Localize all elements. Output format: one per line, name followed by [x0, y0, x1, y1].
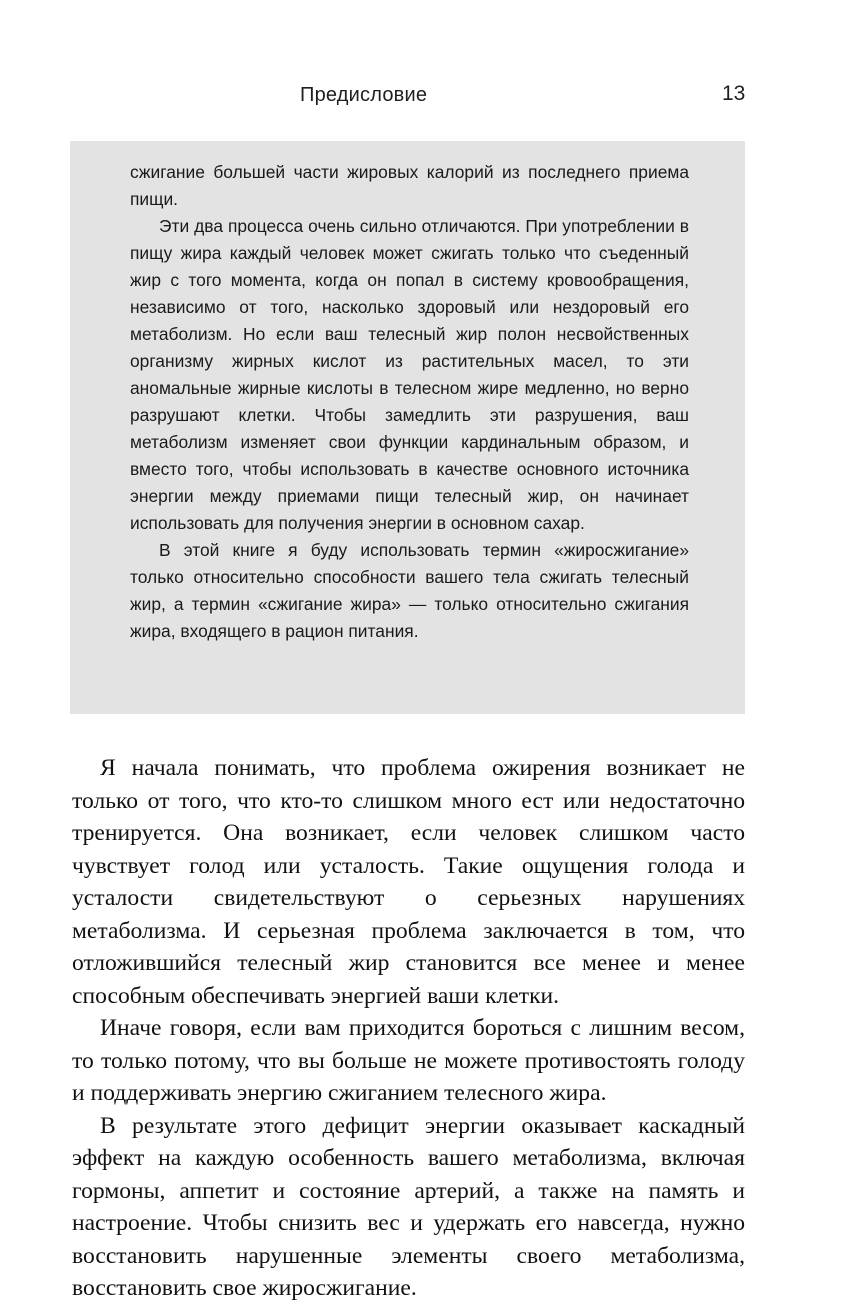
body-paragraph: В результате этого дефицит энергии оказывает каскадный эффект на каждую особенность вашего метаболизма, включая гормоны, аппетит и состояние артерий, а также на память и настроение. Чтобы снизить вес и удержать его навсегда, нужно восстановить нарушенные элементы своего метаболизма, восстановить свое жиросжигание.	[72, 1112, 745, 1301]
sidebar-note-box	[70, 141, 745, 714]
page-header	[0, 0, 844, 120]
sidebar-paragraph: Эти два процесса очень сильно отличаются. При употреблении в пищу жира каждый человек может сжигать только что съеденный жир с того момента, когда он попал в систему кровообращения, независимо от того, насколько здоровый или нездоровый его метаболизм. Но если ваш телесный жир полон несвойственных организму жирных кислот из растительных масел, то эти аномальные жирные кислоты в телесном жире медленно, но верно разрушают клетки. Чтобы замедлить эти разрушения, ваш метаболизм изменяет свои функции кардинальным образом, и вместо того, чтобы использовать в качестве основного источника энергии между приемами пищи телесный жир, он начинает использовать для получения энергии в основном сахар.	[130, 216, 689, 533]
sidebar-paragraph: В этой книге я буду использовать термин «жиросжигание» только относительно способности вашего тела сжигать телесный жир, а термин «сжигание жира» — только относительно сжигания жира, входящего в рацион питания.	[130, 540, 689, 641]
body-paragraph: Иначе говоря, если вам приходится бороться с лишним весом, то только потому, что вы больше не можете противостоять голоду и поддерживать энергию сжиганием телесного жира.	[72, 1015, 745, 1106]
page-number: 13	[722, 82, 746, 105]
running-title: Предисловие	[300, 84, 428, 106]
sidebar-paragraph: сжигание большей части жировых калорий из последнего приема пищи.	[130, 162, 689, 209]
main-body-text	[72, 752, 745, 1305]
body-paragraph: Я начала понимать, что проблема ожирения возникает не только от того, что кто-то слишком много ест или недостаточно тренируется. Она возникает, если человек слишком часто чувствует голод или усталость. Такие ощущения голода и усталости свидетельствуют о серьезных нарушениях метаболизма. И серьезная проблема заключается в том, что отложившийся телесный жир становится все менее и менее способным обеспечивать энергией ваши клетки.	[72, 755, 745, 1009]
